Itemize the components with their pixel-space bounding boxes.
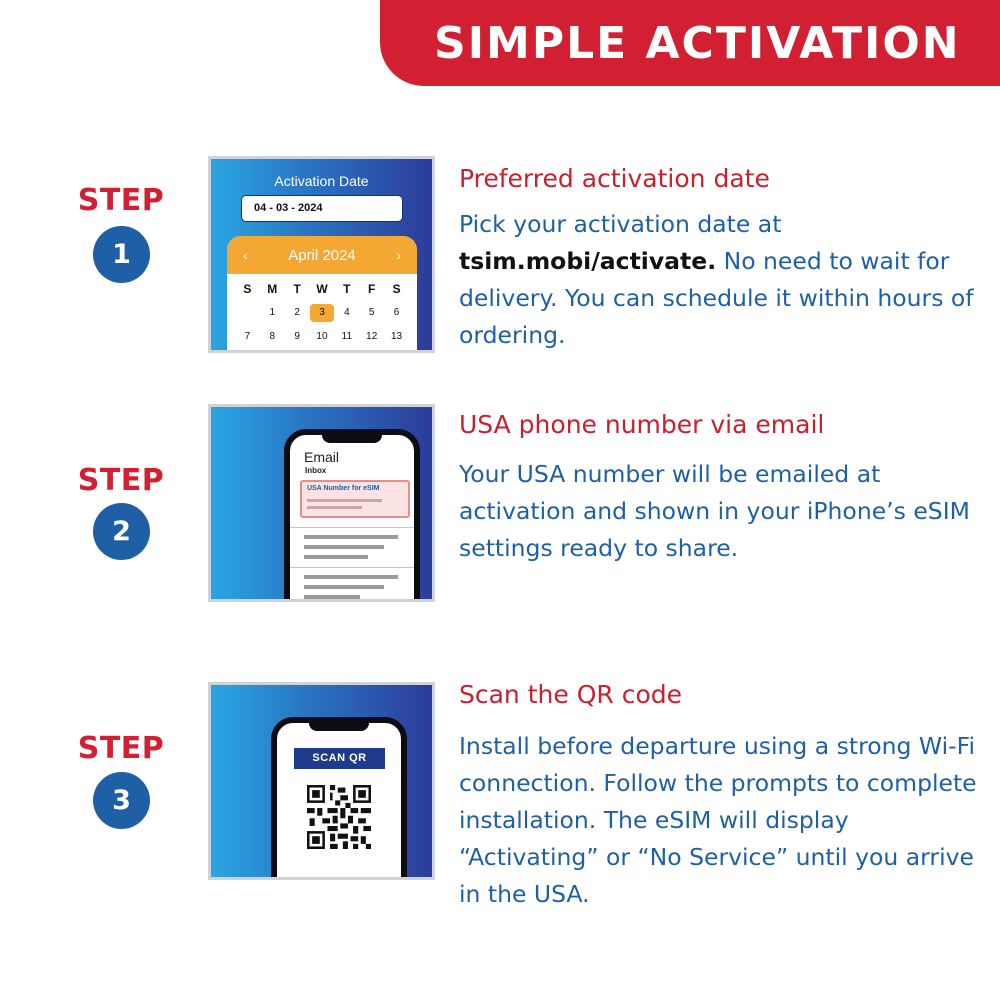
step-2-heading: USA phone number via email — [459, 410, 825, 439]
scan-qr-label: SCAN QR — [294, 748, 385, 769]
step-1-label: STEP — [77, 183, 165, 218]
scan-qr-card — [208, 682, 435, 880]
weekday-label: F — [368, 282, 376, 296]
activation-url: tsim.mobi/activate. — [459, 247, 717, 275]
calendar-day: 4 — [344, 307, 350, 318]
page-title: SIMPLE ACTIVATION — [434, 18, 961, 69]
phone-notch — [309, 721, 369, 731]
calendar-header — [227, 236, 417, 274]
weekday-label: W — [316, 282, 328, 296]
placeholder-line — [304, 595, 360, 599]
placeholder-line — [304, 545, 384, 549]
activation-date-field: 04 - 03 - 2024 — [241, 195, 403, 222]
weekday-label: T — [343, 282, 351, 296]
weekday-label: S — [392, 282, 401, 296]
step-3-number-badge: 3 — [93, 772, 150, 829]
placeholder-line — [304, 585, 384, 589]
email-subject: USA Number for eSIM — [307, 485, 380, 492]
placeholder-line — [307, 506, 362, 509]
calendar-day: 6 — [393, 307, 400, 318]
calendar-day: 1 — [269, 307, 276, 318]
step-1-heading: Preferred activation date — [459, 164, 770, 193]
calendar-day: 5 — [368, 307, 375, 318]
calendar-grid — [227, 274, 417, 346]
step-1-description-text: Pick your activation date at — [459, 210, 782, 238]
calendar-day: 7 — [244, 331, 251, 342]
placeholder-line — [304, 575, 398, 579]
calendar-day: 2 — [294, 307, 300, 318]
calendar-day-selected: 3 — [310, 304, 335, 322]
calendar-day: 13 — [391, 331, 403, 342]
phone-illustration — [284, 429, 420, 602]
step-1-description-text-end: No need to wait for delivery. You can schedule it within hours of ordering. — [459, 247, 974, 349]
phone-notch — [322, 433, 382, 443]
weekday-label: S — [243, 282, 252, 296]
calendar-month: April 2024 — [288, 246, 356, 264]
step-1-number-badge: 1 — [93, 226, 150, 283]
calendar-day: 11 — [341, 331, 353, 342]
divider — [290, 527, 414, 528]
activation-date-title: Activation Date — [274, 173, 369, 189]
calendar-day: 9 — [294, 331, 300, 342]
step-2-number-badge: 2 — [93, 503, 150, 560]
weekday-label: M — [267, 282, 278, 296]
chevron-left-icon: ‹ — [243, 247, 248, 263]
email-card — [208, 404, 435, 602]
step-3-label: STEP — [77, 731, 165, 766]
placeholder-line — [304, 535, 398, 539]
calendar-day: 12 — [366, 331, 378, 342]
calendar-day: 10 — [316, 331, 328, 342]
inbox-label: Inbox — [305, 466, 327, 475]
activation-date-card — [208, 156, 435, 353]
email-title: Email — [304, 449, 340, 465]
weekday-label: T — [293, 282, 301, 296]
chevron-right-icon: › — [396, 247, 401, 263]
divider — [290, 567, 414, 568]
calendar-day — [235, 304, 260, 322]
placeholder-line — [304, 555, 368, 559]
step-3-description: Install before departure using a strong Wi-Fi connection. Follow the prompts to complete installation. The eSIM will display “Activating” or “No Service” until you arrive in the USA. — [459, 732, 977, 908]
email-message-highlight — [300, 480, 410, 518]
phone-illustration — [271, 717, 407, 880]
step-2-label: STEP — [77, 463, 165, 498]
step-2-description: Your USA number will be emailed at activation and shown in your iPhone’s eSIM settings ready to share. — [459, 460, 970, 562]
calendar — [227, 236, 417, 353]
qr-code-icon — [307, 785, 371, 849]
calendar-day: 8 — [269, 331, 276, 342]
step-3-heading: Scan the QR code — [459, 680, 682, 709]
step-1-description — [459, 206, 979, 354]
placeholder-line — [307, 499, 382, 502]
